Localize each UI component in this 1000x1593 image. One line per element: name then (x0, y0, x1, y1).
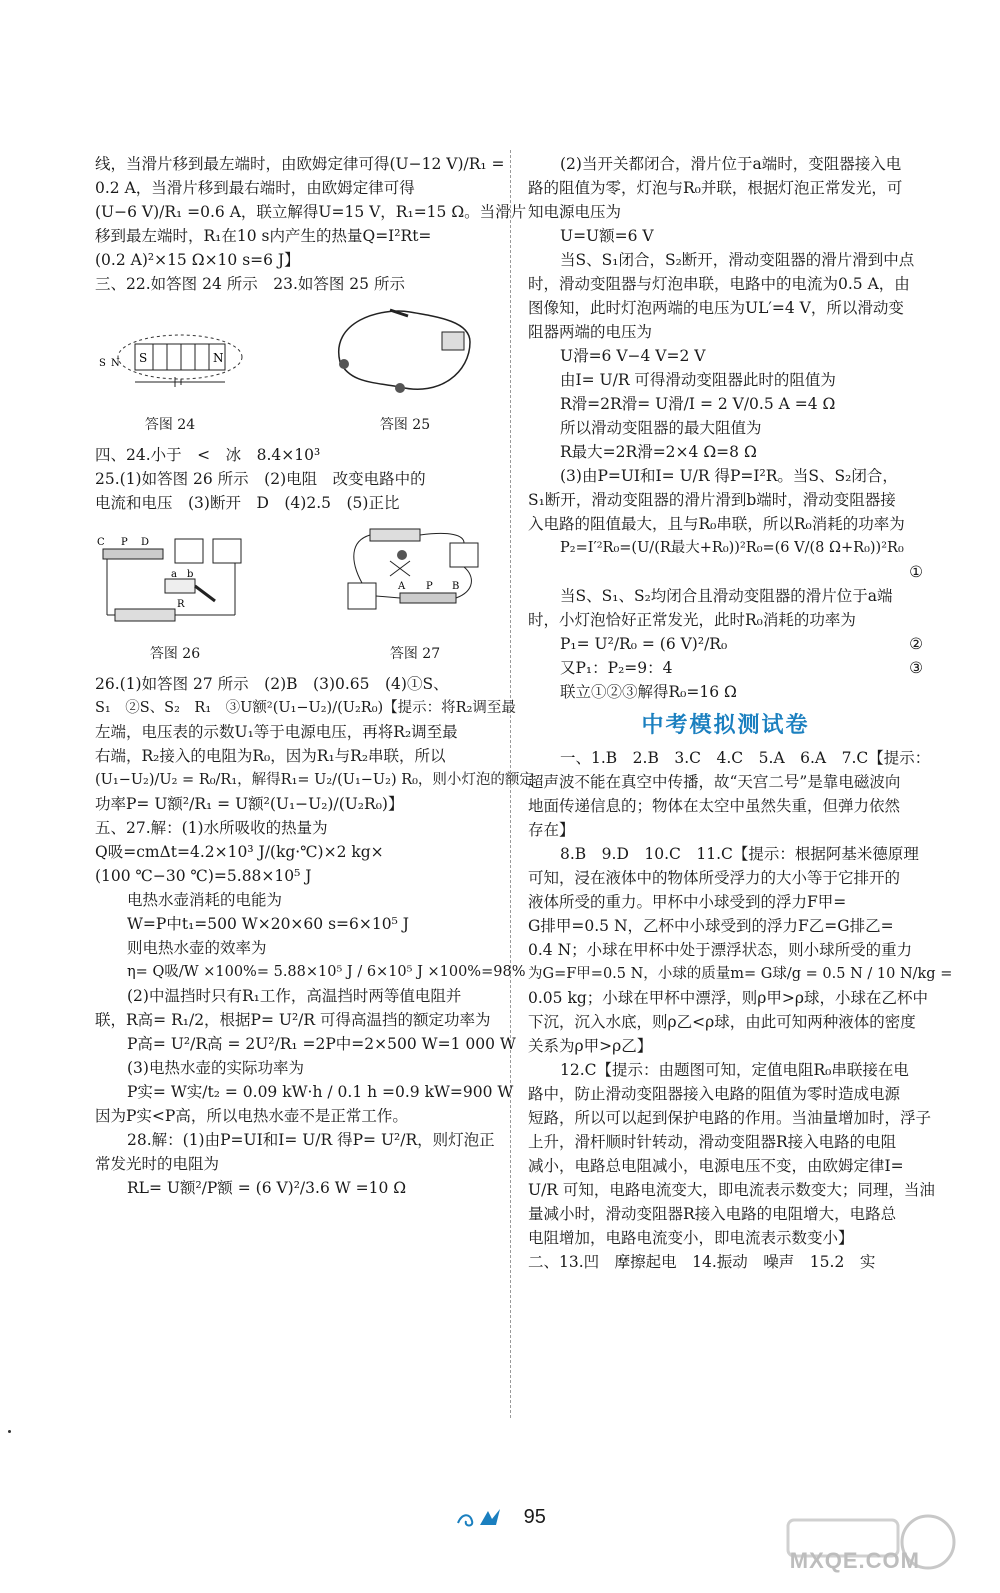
equation-mark: ③ (909, 659, 923, 677)
circuit-diagram-27 (340, 521, 490, 631)
watermark-logo (768, 1512, 964, 1586)
wave-logo-icon (454, 1507, 510, 1529)
text-line: 路的阻值为零，灯泡与R₀并联，根据灯泡正常发光，可 (528, 179, 903, 197)
text-line: 量减小时，滑动变阻器R接入电路的电阻增大，电路总 (528, 1205, 897, 1223)
figure-caption: 答图 24 (144, 417, 196, 433)
terminal-label: b (187, 569, 194, 580)
equation-mark: ② (909, 635, 923, 653)
text-line: 28.解：(1)由P=UI和I= U/R 得P= U²/R，则灯泡正 (127, 1131, 495, 1149)
circuit-diagram-26 (95, 531, 255, 631)
text-line: 常发光时的电阻为 (95, 1155, 220, 1173)
text-line: (2)当开关都闭合，滑片位于a端时，变阻器接入电 (560, 155, 902, 173)
solenoid-diagram (95, 322, 245, 402)
text-line: 时，滑动变阻器与灯泡串联，电路中的电流为0.5 A，由 (528, 275, 910, 293)
figure-27 (340, 521, 490, 666)
text-line: 可知，浸在液体中的物体所受浮力的大小等于它排开的 (528, 869, 901, 887)
text-line: 为G=F甲=0.5 N，小球的质量m= G球/g = 0.5 N / 10 N/kg = (528, 966, 953, 982)
terminal-label: D (141, 537, 150, 548)
text-line: 阻器两端的电压为 (528, 323, 653, 341)
figure-24 (95, 322, 245, 437)
text-line: 入电路的阻值最大，且与R₀串联，所以R₀消耗的功率为 (528, 515, 905, 533)
figure-caption: 答图 27 (389, 646, 441, 662)
text-line: 三、22.如答图 24 所示 23.如答图 25 所示 (95, 275, 405, 293)
text-line: RL= U额²/P额 = (6 V)²/3.6 W =10 Ω (127, 1179, 407, 1197)
text-line: S₁ ②S、S₂ R₁ ③U额²(U₁−U₂)/(U₂R₀)【提示：将R₂调至最 (95, 700, 516, 716)
figure-row-24-25 (95, 302, 490, 437)
text-line: 时，小灯泡恰好正常发光，此时R₀消耗的功率为 (528, 611, 856, 629)
terminal-label: P (426, 581, 433, 592)
text-line: 因为P实<P高，所以电热水壶不是正常工作。 (95, 1107, 408, 1125)
needle-label: S (99, 358, 106, 369)
text-line: (U−6 V)/R₁ =0.6 A，联立解得U=15 V，R₁=15 Ω。当滑片 (95, 203, 527, 221)
text-line: R滑=2R滑= U滑/I = 2 V/0.5 A =4 Ω (560, 395, 836, 413)
text-line: Q吸=cmΔt=4.2×10³ J/(kg·℃)×2 kg× (95, 843, 384, 861)
text-line: P实= W实/t₂ = 0.09 kW·h / 0.1 h =0.9 kW=900 W (127, 1083, 514, 1101)
figure-26 (95, 531, 255, 666)
text-line: 移到最左端时，R₁在10 s内产生的热量Q=I²Rt= (95, 227, 432, 245)
text-line: U/R 可知，电路电流变大，即电流表示数变大；同理，当油 (528, 1181, 935, 1199)
text-line: 减小，电路总电阻减小，电源电压不变，由欧姆定律I= (528, 1157, 904, 1175)
text-line: 上升，滑杆顺时针转动，滑动变阻器R接入电路的电阻 (528, 1133, 897, 1151)
text-line: U=U额=6 V (560, 227, 654, 245)
text-line: P高= U²/R高 = 2U²/R₁ =2P中=2×500 W=1 000 W (127, 1035, 516, 1053)
text-line: U滑=6 V−4 V=2 V (560, 347, 706, 365)
text-line: 当S、S₁、S₂均闭合且滑动变阻器的滑片位于a端 (560, 587, 893, 605)
text-line: 四、24.小于 < 冰 8.4×10³ (95, 446, 321, 464)
terminal-label: A (398, 581, 406, 592)
text-line: 25.(1)如答图 26 所示 (2)电阻 改变电路中的 (95, 470, 426, 488)
text-line: 联，R高= R₁/2，根据P= U²/R 可得高温挡的额定功率为 (95, 1011, 491, 1029)
text-line: W=P中t₁=500 W×20×60 s=6×10⁵ J (127, 915, 409, 933)
text-line: S₁断开，滑动变阻器的滑片滑到b端时，滑动变阻器接 (528, 491, 896, 509)
text-line: 0.2 A，当滑片移到最右端时，由欧姆定律可得 (95, 179, 415, 197)
figure-row-26-27 (95, 521, 490, 666)
text-line: 8.B 9.D 10.C 11.C【提示：根据阿基米德原理 (560, 845, 919, 863)
text-line: R最大=2R滑=2×4 Ω=8 Ω (560, 443, 757, 461)
text-line: G排甲=0.5 N，乙杯中小球受到的浮力F乙=G排乙= (528, 917, 894, 935)
equation-row (528, 632, 923, 656)
text-line: 26.(1)如答图 27 所示 (2)B (3)0.65 (4)①S、 (95, 675, 449, 693)
text-line: (3)电热水壶的实际功率为 (127, 1059, 304, 1077)
text-line: 知电源电压为 (528, 203, 622, 221)
text-line: 存在】 (528, 821, 575, 839)
text-line: (0.2 A)²×15 Ω×10 s=6 J】 (95, 251, 300, 269)
text-line: (3)由P=UI和I= U/R 得P=I²R。当S、S₂闭合， (560, 467, 898, 485)
left-column (95, 152, 534, 1200)
text-line: (100 ℃−30 ℃)=5.88×10⁵ J (95, 867, 312, 885)
figure-caption: 答图 25 (379, 417, 431, 433)
text-line: 五、27.解：(1)水所吸收的热量为 (95, 819, 328, 837)
equation-mark-row (528, 560, 923, 584)
text-line: P₂=I′²R₀=(U/(R最大+R₀))²R₀=(6 V/(8 Ω+R₀))²R₀ (560, 540, 904, 556)
text-line: 二、13.凹 摩擦起电 14.振动 噪声 15.2 实 (528, 1253, 876, 1271)
text-line: 关系为ρ甲>ρ乙】 (528, 1037, 653, 1055)
terminal-label: P (121, 537, 128, 548)
text-line: 由I= U/R 可得滑动变阻器此时的阻值为 (560, 371, 836, 389)
terminal-label: B (452, 581, 460, 592)
section-title: 中考模拟测试卷 (641, 713, 810, 738)
text-line: 则电热水壶的效率为 (127, 939, 267, 957)
text-line: 0.4 N；小球在甲杯中处于漂浮状态，则小球所受的重力 (528, 941, 913, 959)
figure-25 (320, 302, 490, 437)
text-line: 当S、S₁闭合，S₂断开，滑动变阻器的滑片滑到中点 (560, 251, 915, 269)
equation: P₁= U²/R₀ = (6 V)²/R₀ (560, 635, 728, 653)
terminal-label: a (171, 569, 177, 580)
text-line: 地面传递信息的；物体在太空中虽然失重，但弹力依然 (528, 797, 901, 815)
right-column (528, 152, 953, 1274)
text-line: 下沉，沉入水底，则ρ乙<ρ球，由此可知两种液体的密度 (528, 1013, 916, 1031)
pole-label: N (213, 351, 224, 365)
text-line: η= Q吸/W ×100%= 5.88×10⁵ J / 6×10⁵ J ×100%=98% (127, 964, 526, 980)
scan-dot (8, 1430, 11, 1433)
text-line: 超声波不能在真空中传播，故“天宫二号”是靠电磁波向 (528, 773, 901, 791)
text-line: (U₁−U₂)/U₂ = R₀/R₁，解得R₁= U₂/(U₁−U₂) R₀，则小灯泡的额定 (95, 772, 534, 788)
text-line: 联立①②③解得R₀=16 Ω (560, 683, 737, 701)
needle-label: N (111, 358, 120, 369)
text-line: 左端，电压表的示数U₁等于电源电压，再将R₂调至最 (95, 723, 458, 741)
text-line: 0.05 kg；小球在甲杯中漂浮，则ρ甲>ρ球，小球在乙杯中 (528, 989, 928, 1007)
terminal-label: C (97, 537, 105, 548)
text-line: 短路，所以可以起到保护电路的作用。当油量增加时，浮子 (528, 1109, 932, 1127)
pole-label: S (139, 351, 148, 365)
equation-mark: ① (909, 563, 923, 581)
circuit-diagram-25 (320, 302, 490, 402)
terminal-label: R (177, 599, 185, 610)
equation-row (528, 656, 923, 680)
text-line: 图像知，此时灯泡两端的电压为UL′=4 V，所以滑动变 (528, 299, 904, 317)
text-line: 一、1.B 2.B 3.C 4.C 5.A 6.A 7.C【提示： (560, 749, 931, 767)
text-line: 电阻增加，电路电流变小，即电流表示数变小】 (528, 1229, 854, 1247)
text-line: 线，当滑片移到最左端时，由欧姆定律可得(U−12 V)/R₁ = (95, 155, 505, 173)
text-line: 右端，R₂接入的电阻为R₀，因为R₁与R₂串联，所以 (95, 747, 446, 765)
text-line: 电流和电压 (3)断开 D (4)2.5 (5)正比 (95, 494, 400, 512)
watermark-text: MXQE.COM (789, 1548, 920, 1573)
figure-caption: 答图 26 (149, 646, 201, 662)
page-number: 95 (523, 1506, 546, 1528)
text-line: 12.C【提示：由题图可知，定值电阻R₀串联接在电 (560, 1061, 909, 1079)
text-line: 所以滑动变阻器的最大阻值为 (560, 419, 762, 437)
text-line: 液体所受的重力。甲杯中小球受到的浮力F甲= (528, 893, 847, 911)
equation: 又P₁：P₂=9：4 (560, 659, 673, 677)
text-line: 电热水壶消耗的电能为 (127, 891, 283, 909)
text-line: 路中，防止滑动变阻器接入电路的阻值为零时造成电源 (528, 1085, 901, 1103)
text-line: (2)中温挡时只有R₁工作，高温挡时两等值电阻并 (127, 987, 462, 1005)
text-line: 功率P= U额²/R₁ = U额²(U₁−U₂)/(U₂R₀)】 (95, 795, 404, 813)
